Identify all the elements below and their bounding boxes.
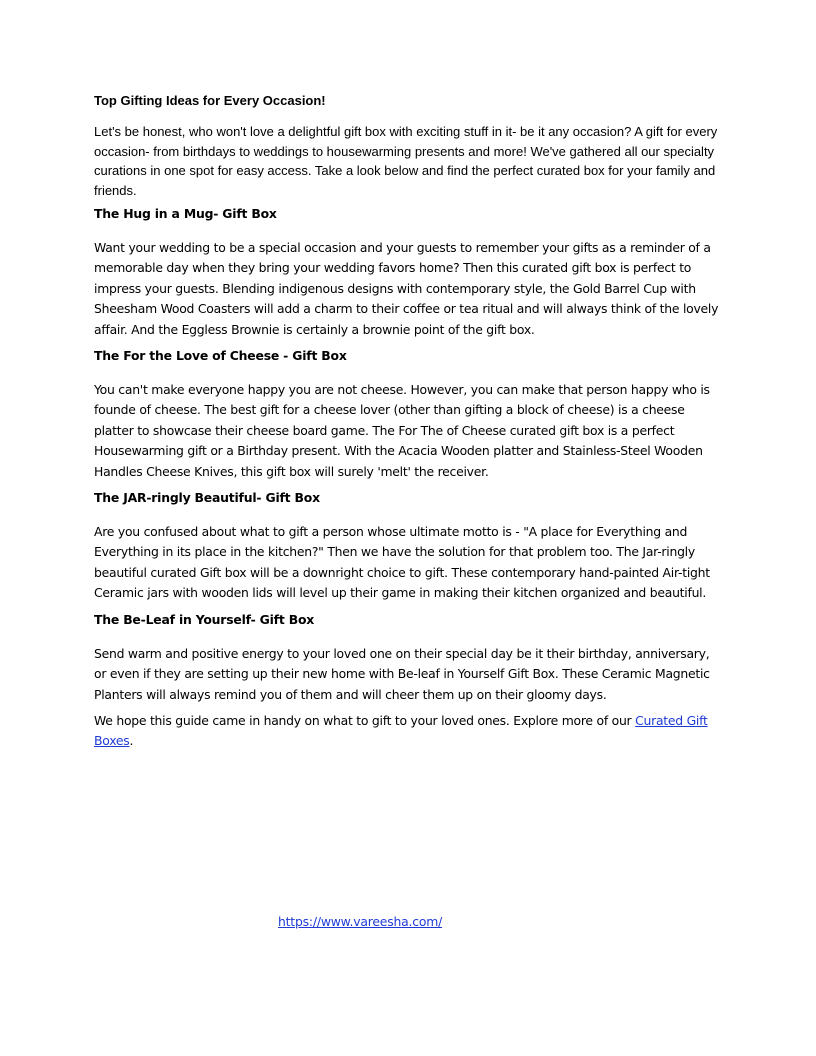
section-heading-be-leaf-in-yourself: The Be-Leaf in Yourself- Gift Box — [94, 611, 315, 627]
section-heading-jar-ringly-beautiful: The JAR-ringly Beautiful- Gift Box — [94, 490, 320, 506]
section-body-hug-in-a-mug: Want your wedding to be a special occasion and your guests to remember your gifts as a reminder of a memorable day when they bring your wedding favors home? Then this curated gift box is perfect to impress your guests. Blending indigenous designs with contemporary style, the Gold Barrel Cup with Sheesham Wood Coasters will add a charm to their coffee or tea ritual and will always think of the lovely affair. And the Eggless Brownie is certainly a brownie point of the gift box. — [94, 240, 719, 337]
section-body-jar-ringly-beautiful: Are you confused about what to gift a person whose ultimate motto is - "A place for Everything and Everything in its place in the kitchen?" Then we have the solution for that problem too. The Jar-ringly beautiful curated Gift box will be a downright choice to gift. These contemporary hand-painted Air-tight Ceramic jars with wooden lids will level up their game in making their kitchen organized and beautiful. — [94, 524, 710, 601]
section-heading-hug-in-a-mug: The Hug in a Mug- Gift Box — [94, 206, 277, 221]
closing-end: . — [129, 733, 134, 749]
document-title: Top Gifting Ideas for Every Occasion! — [94, 93, 326, 108]
section-body-love-of-cheese: You can't make everyone happy you are not cheese. However, you can make that person happy who is founde of cheese. The best gift for a cheese lover (other than gifting a block of cheese) is a cheese platter to showcase their cheese board game. The For The of Cheese curated gift box is a perfect Housewarming gift or a Birthday present. With the Acacia Wooden platter and Stainless-Steel Wooden Handles Cheese Knives, this gift box will surely 'melt' the receiver. — [94, 382, 710, 479]
section-heading-love-of-cheese: The For the Love of Cheese - Gift Box — [94, 348, 347, 364]
curated-gift-boxes-link[interactable]: Curated Gift Boxes — [94, 712, 708, 749]
closing-paragraph — [94, 711, 724, 752]
document-page — [94, 92, 724, 758]
closing-text: We hope this guide came in handy on what to gift to your loved ones. Explore more of our — [94, 712, 636, 728]
footer-url-link[interactable]: https://www.vareesha.com/ — [278, 914, 443, 929]
intro-paragraph: Let's be honest, who won't love a delightful gift box with exciting stuff in it- be it any occasion? A gift for every occasion- from birthdays to weddings to housewarming presents and more! We've gathered all our specialty curations in one spot for easy access. Take a look below and find the perfect curated box for your family and friends. — [94, 124, 718, 198]
section-body-be-leaf-in-yourself: Send warm and positive energy to your loved one on their special day be it their birthday, anniversary, or even if they are setting up their new home with Be-leaf in Yourself Gift Box. These Ceramic Magnetic Planters will always remind you of them and will cheer them up on their gloomy days. — [94, 645, 710, 702]
